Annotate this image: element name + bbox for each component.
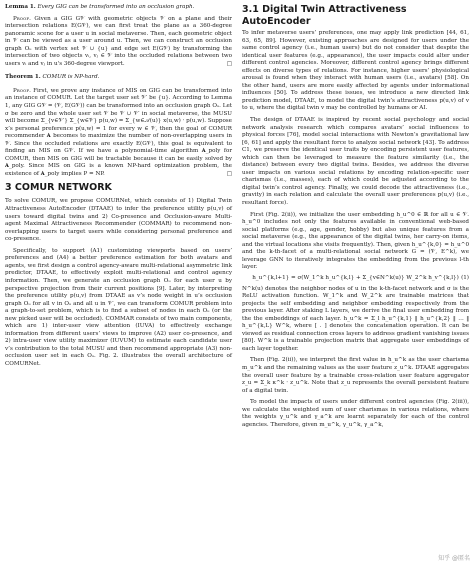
proof-label: Proof. [13,15,31,22]
section-3-1-paragraph: N^k(u) denotes the neighbor nodes of u in the k-th-facet network and σ is the ReLU activation function. W_1^k and W_2^k are trainable matrices that projects the self embedding and neighbor embedding respectively from the previous layer. After staking L layers, we derive the final user embedding from the the embeddings of each layer. h_u^k = Σ_l h_u^{k,1} ‖ h_u^{k,2} ‖ … ‖ h_u^{k,L} W^k, where [ . ] denotes the concatenation operation. It can be viewed as residual connection cross layers to address gradient vanishing issues [80]. W^k is a trainable projection matrix that aggregate user embeddings of each layer together. [242,285,469,352]
section-3-paragraph: To solve COMUR, we propose COMURNet, which consists of 1) Digital Twin Attractiveness AutoEncoder (DTAAE) to infer the preference utility p(u,v) of users toward digital twins and 2) Co-presence and Occlusion-aware Multi-agent Maximal Attractiveness Recommender (COMMAR) to recommend non-overlapping users to target users while considering personal preference and co-presence. [5,198,232,243]
theorem-statement: COMUR is NP-hard. [42,74,100,81]
lemma-label: Lemma 1. [5,4,36,10]
lemma-statement: Every GIG can be transformed into an occlusion graph. [37,4,195,10]
proof-1 [5,16,232,69]
section-3-1-paragraph: Then (Fig. 2(ii)), we interpret the first value in h_u^k as the user charisma m_u^k and the remaining values as the user feature z_u^k. DTAAE aggregates the overall user feature by a trainable cross-relation user feature aggregator z_u = Σ_k κ^k · z_u^k. Note that z_u represents the overall persistent feature of a digital twin. [242,357,469,394]
section-3-1-heading: 3.1 Digital Twin Attractiveness AutoEncoder [242,4,407,27]
proof-text: Given a GIG G𝒱 with geometric objects 𝒱 on a plane and their intersection relations E(G𝒱), we can first treat the plane as a 360-degree panoramic scene for a user u in social metaverse. Then, each geometric object in 𝒱 can be viewed as a user around u. Then, we can construct an occlusion graph Oᵤ with vertex set 𝒱 ∪ {u} and edge set E(G𝒱) by transforming the intersection of two objects vᵢ, vⱼ ∈ 𝒱 into the occluded relations between two users vᵢ and vⱼ in u's 360-degree viewport. [5,15,232,67]
lemma-1 [5,4,232,12]
equation-number: (1) [461,274,469,281]
theorem-1 [5,74,232,82]
equation-body: h_u^{k,l+1} = σ(W_1^k h_u^{k,l} + Σ_{v∈N^k(u)} W_2^k h_v^{k,l}) [252,274,459,281]
proof-text: First, we prove any instance of MIS on GIG can be transformed into an instance of COMUR. Let the target user set 𝒱′ be {u}. According to Lemma 1, any GIG G𝒱 = (𝒱, E(G𝒱)) can be transformed into an occlusion graph Oᵤ. Let σ be zero and the whole user set 𝒱 be 𝒱 ∪ 𝒱′ in social metaverse, the MUSU will become Σ_{v∈𝒱′} Σ_{w∈𝒱} p(u,w) = Σ_{w∈𝒜(u)} x(u,w) · p(u,w). Suppose x’s personal preference p(u,w) = 1 for every w ∈ 𝒱, then the goal of COMUR recommender 𝐀 becomes to maximize the number of non-overlapping users in 𝒱. Since the occluded relations are exactly E(G𝒱), this goal is equivalent to finding an MIS on G𝒱. If we have a polynomial-time algorithm 𝐀_poly for COMUR, then MIS on GIG will be tractable because it can be easily solved by 𝐀_poly. Since MIS on GIG is a known NP-hard optimization problem, the existence of 𝐀_poly implies P = NP. [5,87,232,177]
section-3-1-paragraph: To infer metaverse users’ preferences, one may apply link prediction [44, 61, 63, 65, 89]. However, existing approaches are designed for users under the same control agency (i.e., human users) but do not consider that despite the identical user features (e.g., appearance), the user impacts could alter under different control agencies. Moreover, different control agency brings different effects on diverse types of relations. For instance, higher users’ physiological arousal is found when they interact with human users (i.e., avatars) [58]. On the other hand, users are more easily affected by agents under informational influences [50]. To address these issues, we introduce a new directed link prediction model, DTAAE, to model the digital twin’s attractiveness p(u,v) of v to u, where the digital twin v may be controlled by humans or AI. [242,30,469,112]
qed-symbol: □ [226,60,232,67]
left-column [5,4,232,369]
equation-1 [242,275,469,283]
watermark: 知乎 @匿名 [438,555,470,562]
section-3-1-paragraph: To model the impacts of users under different control agencies (Fig. 2(iii)), we calculate the weighted sum of user charismas in various relations, where the weights γ_u^k and γ_a^k are learnt separately for each of the control agencies. Therefore, given m_u^k, γ_u^k, γ_a^k, [242,399,469,428]
theorem-label: Theorem 1. [5,74,41,81]
right-column [242,4,469,429]
section-3-heading: 3 COMUR NETWORK [5,182,112,194]
section-3-1-paragraph: First (Fig. 2(ii)), we initialize the user embedding h_u^0 ∈ ℝ for all u ∈ 𝒱. h_u^0 includes not only the features available in conventional web-based social platforms (e.g., age, gender, hobby) but also unique features from a social metaverse (e.g., the appearance of the digital twins, her carry-on items, and the virtual locations she visits frequently). Then, given h_u^{k,0} = h_u^0 and the k-th-facet of a multi-relational social network G = (𝒱, E^k), we leverage GNN to iteratively integrates the embedding from the previous l-th layer. [242,211,469,271]
proof-label: Proof. [13,87,31,94]
qed-symbol: □ [226,170,232,177]
section-3-1-paragraph: The design of DTAAE is inspired by recent social psychology and social network analysis research which compares avatars’ social influences to physical forces [76], model social interactions with Newton’s gravitational law [6, 61] and apply the resultant force to analyze social network [43]. To address C1, we preserve the identical user traits by encoding persistent user features, which can then be leveraged to measure the feature similarity (i.e., the distance) between every two digital twins. Besides, we address the diverse user impacts on various social relations by encoding relation-specific user charismas (i.e., masses), each of which could be adjusted according to the digital twin’s control agency. Finally, we could decode the attractiveness (i.e., gravity) in each relation and calculate the overall user preferences p(u,v) (i.e., resultant force). [242,117,469,207]
section-3-paragraph: Specifically, to support (A1) customizing viewports based on users’ preferences and (A4) a better preference estimation for both avatars and agents, we first design a control agency-aware multi-relational asymmetric link predictor, DTAAE, to effectively exploit multi-relational and control agency information. Then, we generate an occlusion graph Oᵤ for each user u by perspective projection from their current positions [9]. Later, by interpreting the preference utility p(u,v) from DTAAE as v’s node weight in u’s occlusion graph Oᵤ for all v in Oᵤ and all u in 𝒱′, we can transform COMUR problem into a graph-to-set problem, which is to find a subset of nodes in each Oᵤ (or the new picked user will be occluded). COMMAR consists of two main components, which are 1) inter-user view attention (IUVA) to effectively exchange information from different users’ views to improve (A2) user co-presence, and 2) intra-user view utility maximizer (IUVUM) to estimate each candidate user v’s contribution to the total MUSU and then recommend appropriate (A3) non-occlusion user set in each Oᵤ. Fig. 2. illustrates the overall architecture of COMURNet. [5,247,232,367]
proof-2 [5,88,232,179]
